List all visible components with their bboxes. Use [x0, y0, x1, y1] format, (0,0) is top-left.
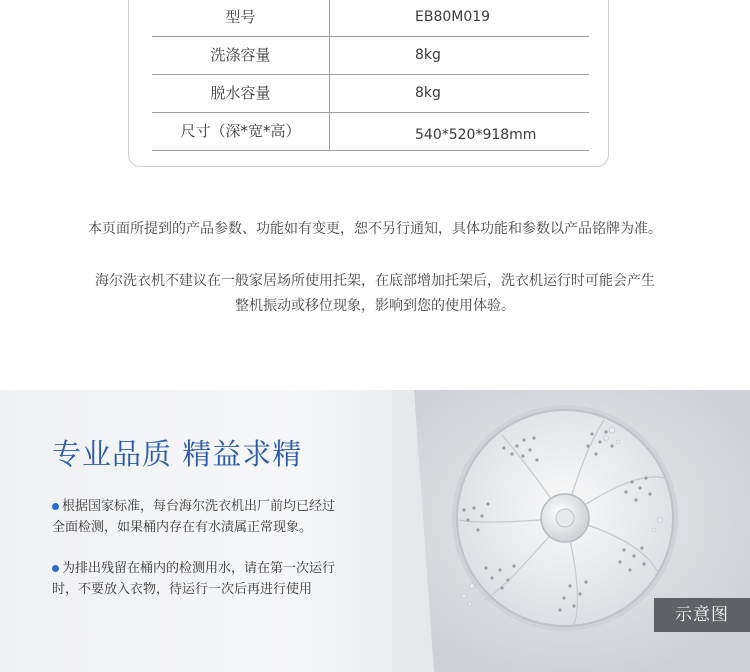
- bracket-warning-line2: 整机振动或移位现象，影响到您的使用体验。: [235, 298, 515, 314]
- spec-row: [152, 37, 589, 75]
- spec-value: 8kg: [415, 47, 441, 63]
- bullet-text: 全面检测，如果桶内存在有水渍属正常现象。: [52, 520, 313, 535]
- spec-row: [152, 75, 589, 113]
- bracket-warning: [0, 269, 750, 319]
- bullet-first-run: [52, 558, 357, 600]
- disclaimer-text: 本页面所提到的产品参数、功能如有变更，恕不另行通知，具体功能和参数以产品铭牌为准。: [88, 221, 662, 237]
- quality-banner: [0, 390, 750, 672]
- banner-headline: 专业品质 精益求精: [52, 437, 303, 471]
- caption-illustration: 示意图: [654, 598, 750, 632]
- spec-value: EB80M019: [415, 9, 491, 25]
- bullet-dot-icon: [52, 565, 59, 572]
- spec-label: 型号: [152, 0, 330, 36]
- bullet-text: 根据国家标准，每台海尔洗衣机出厂前均已经过: [62, 499, 336, 514]
- spec-row: [152, 0, 589, 37]
- spec-value: 540*520*918mm: [415, 127, 537, 143]
- spec-value: 8kg: [415, 85, 441, 101]
- bullet-text: 为排出残留在桶内的检测用水，请在第一次运行: [62, 561, 336, 576]
- spec-label: 洗涤容量: [152, 37, 330, 74]
- spec-label: 脱水容量: [152, 75, 330, 112]
- bullet-factory-test: [52, 496, 357, 538]
- spec-label: 尺寸（深*宽*高）: [152, 113, 330, 150]
- spec-row: [152, 113, 589, 151]
- bullet-dot-icon: [52, 503, 59, 510]
- spec-table: [128, 0, 609, 167]
- bullet-text: 时，不要放入衣物，待运行一次后再进行使用: [52, 582, 313, 597]
- bracket-warning-line1: 海尔洗衣机不建议在一般家居场所使用托架，在底部增加托架后，洗衣机运行时可能会产生: [95, 273, 655, 289]
